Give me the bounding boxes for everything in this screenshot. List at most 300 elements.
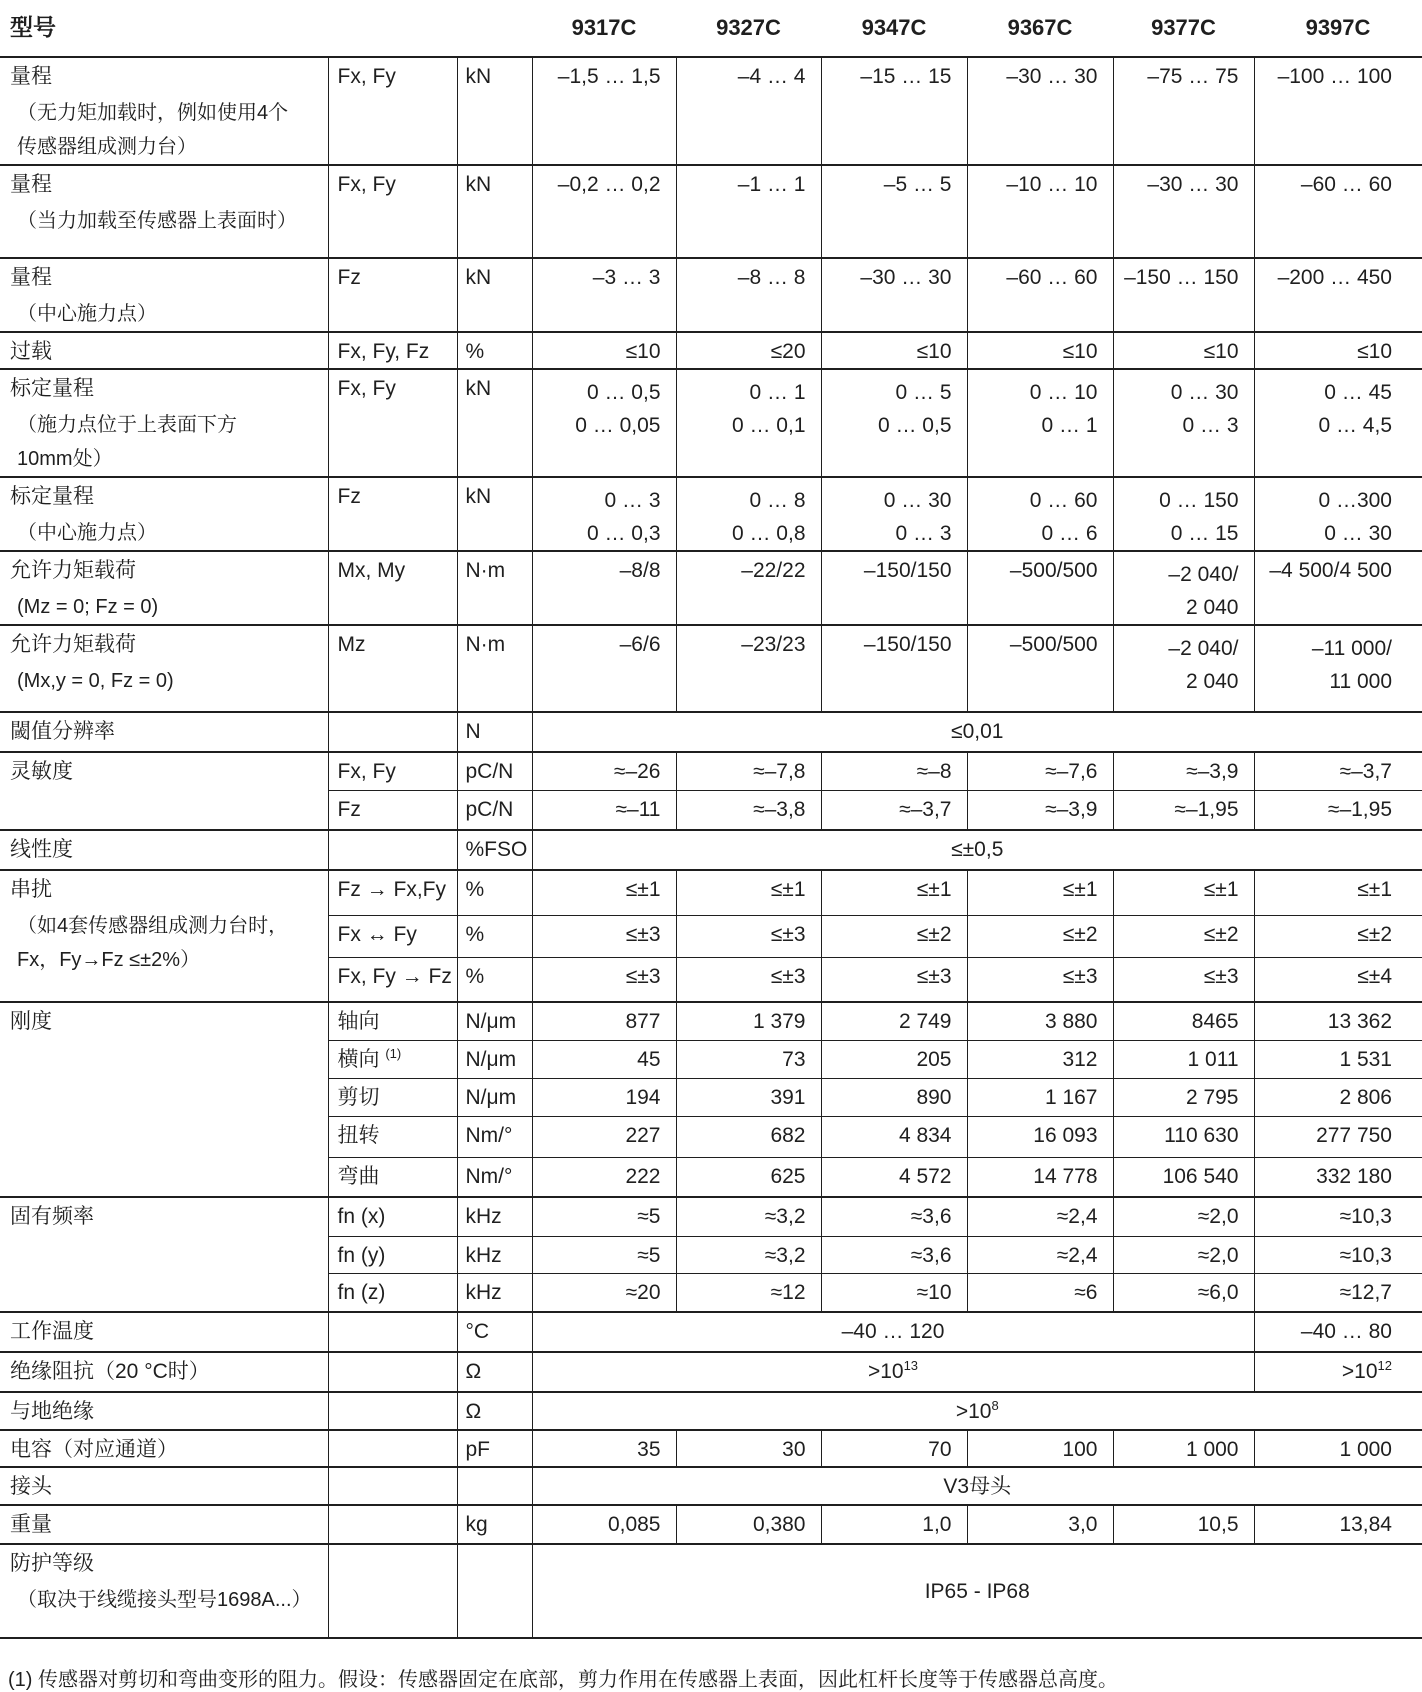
- param-sublabel: （中心施力点）: [17, 522, 157, 544]
- value-cell: –150/150: [821, 551, 967, 625]
- spec-table: [0, 4, 1422, 1639]
- value-cell: ≈–3,7: [821, 790, 967, 830]
- value-cell: 8465: [1113, 1002, 1254, 1040]
- param-unit-cell: kHz: [457, 1236, 532, 1273]
- superscript: 12: [1377, 1358, 1392, 1373]
- value-cell: 4 834: [821, 1116, 967, 1157]
- value-cell: ≤±1: [967, 870, 1113, 915]
- param-unit-cell: %FSO: [457, 830, 532, 870]
- value-cell: ≈–8: [821, 752, 967, 790]
- param-symbol-cell: 剪切: [328, 1078, 457, 1116]
- value-cell: ≈3,6: [821, 1197, 967, 1236]
- value-cell: ≤±4: [1254, 957, 1422, 1002]
- value-cell: ≤±3: [967, 957, 1113, 1002]
- param-label: 灵敏度: [10, 760, 73, 783]
- value-cell: [532, 369, 676, 477]
- value-cell: [967, 477, 1113, 551]
- value-line: 0 … 60: [1029, 489, 1098, 512]
- param-label-cell: [0, 165, 328, 258]
- superscript: (1): [385, 1045, 402, 1061]
- param-unit-cell: pC/N: [457, 790, 532, 830]
- value-cell: ≈–3,9: [967, 790, 1113, 830]
- value-cell-merged: –40 … 120: [532, 1312, 1254, 1352]
- value-cell: ≤±2: [1113, 915, 1254, 957]
- param-label-cell: [0, 1467, 328, 1505]
- value-cell-merged: IP65 - IP68: [532, 1544, 1422, 1638]
- param-label: 防护等级: [10, 1552, 94, 1575]
- value-cell: ≈3,2: [676, 1197, 821, 1236]
- value-line: 0 … 8: [749, 489, 806, 512]
- param-symbol-cell: Fx, Fy: [328, 369, 457, 477]
- value-cell: –10 … 10: [967, 165, 1113, 258]
- value-cell: –1,5 … 1,5: [532, 57, 676, 165]
- param-symbol-cell: Fx, Fy → Fz: [328, 957, 457, 1002]
- param-symbol-cell: 横向 $^{(1)}$: [328, 1040, 457, 1078]
- value-cell: –60 … 60: [1254, 165, 1422, 258]
- param-symbol-cell: [328, 1505, 457, 1544]
- value-cell: –3 … 3: [532, 258, 676, 332]
- param-symbol-cell: [328, 1467, 457, 1505]
- value-cell: ≈6: [967, 1273, 1113, 1312]
- param-symbol-cell: [328, 1352, 457, 1392]
- value-cell: [1113, 551, 1254, 625]
- value-cell: –200 … 450: [1254, 258, 1422, 332]
- value-cell: [1113, 625, 1254, 712]
- spec-row: [0, 752, 1422, 790]
- value-cell: [821, 477, 967, 551]
- value-cell: ≤10: [1254, 332, 1422, 369]
- value-cell: ≈10,3: [1254, 1236, 1422, 1273]
- value-line: 2 040: [1185, 596, 1239, 619]
- spec-row: [0, 1312, 1422, 1352]
- value-cell: –500/500: [967, 551, 1113, 625]
- value-cell: ≈5: [532, 1236, 676, 1273]
- param-label-cell: [0, 830, 328, 870]
- value-line: 11 000: [1329, 670, 1392, 693]
- spec-row: [0, 1002, 1422, 1040]
- param-symbol-cell: Fx, Fy: [328, 752, 457, 790]
- param-label: 标定量程: [10, 377, 94, 400]
- value-cell: ≤±3: [821, 957, 967, 1002]
- param-label: 允许力矩载荷: [10, 559, 136, 582]
- value-cell: –22/22: [676, 551, 821, 625]
- value-cell: ≈–3,7: [1254, 752, 1422, 790]
- value-line: 0 … 3: [895, 522, 952, 545]
- value-cell: ≈3,2: [676, 1236, 821, 1273]
- spec-row: [0, 551, 1422, 625]
- value-cell: ≈10,3: [1254, 1197, 1422, 1236]
- header-symbol-spacer: [328, 4, 457, 57]
- param-unit-cell: kN: [457, 477, 532, 551]
- param-unit-cell: pF: [457, 1430, 532, 1467]
- value-cell: ≤±3: [532, 957, 676, 1002]
- spec-row: [0, 1505, 1422, 1544]
- value-cell: –0,2 … 0,2: [532, 165, 676, 258]
- value-cell: 890: [821, 1078, 967, 1116]
- spec-row: [0, 870, 1422, 915]
- value-cell: 16 093: [967, 1116, 1113, 1157]
- value-line: 0 … 30: [1324, 522, 1392, 545]
- spec-row: [0, 1467, 1422, 1505]
- value-cell: ≤±2: [1254, 915, 1422, 957]
- value-line: 0 … 150: [1159, 489, 1239, 512]
- param-unit-cell: Nm/°: [457, 1157, 532, 1197]
- param-label: 量程: [10, 266, 52, 289]
- value-cell: –6/6: [532, 625, 676, 712]
- value-line: 0 … 0,5: [586, 381, 661, 404]
- param-symbol-cell: [328, 1392, 457, 1430]
- value-line: 0 … 3: [604, 489, 661, 512]
- value-cell: ≈–7,6: [967, 752, 1113, 790]
- model-header-9367c: 9367C: [967, 4, 1113, 57]
- value-cell: ≤10: [821, 332, 967, 369]
- param-unit-cell: Ω: [457, 1392, 532, 1430]
- spec-row: [0, 625, 1422, 712]
- value-cell: ≤10: [967, 332, 1113, 369]
- param-label: 接头: [10, 1475, 52, 1498]
- value-cell: [1254, 477, 1422, 551]
- param-symbol-cell: [328, 1430, 457, 1467]
- param-label: 量程: [10, 173, 52, 196]
- value-cell: 1 167: [967, 1078, 1113, 1116]
- value-cell: ≈–1,95: [1113, 790, 1254, 830]
- value-cell: $>10^{12}$: [1254, 1352, 1422, 1392]
- param-symbol-cell: fn (x): [328, 1197, 457, 1236]
- value-line: 0 … 1: [749, 381, 806, 404]
- param-unit-cell: [457, 1467, 532, 1505]
- value-cell: 222: [532, 1157, 676, 1197]
- param-symbol-cell: 扭转: [328, 1116, 457, 1157]
- value-cell: ≈2,0: [1113, 1236, 1254, 1273]
- param-label-cell: [0, 1352, 328, 1392]
- param-sublabel: 传感器组成测力台）: [17, 136, 197, 158]
- value-cell: [1113, 369, 1254, 477]
- param-unit-cell: [457, 1544, 532, 1638]
- param-label-cell: [0, 332, 328, 369]
- value-cell: 10,5: [1113, 1505, 1254, 1544]
- value-cell: 70: [821, 1430, 967, 1467]
- param-symbol-cell: Fx, Fy: [328, 57, 457, 165]
- value-cell: 3,0: [967, 1505, 1113, 1544]
- value-line: 0 … 0,8: [731, 522, 806, 545]
- value-cell: 100: [967, 1430, 1113, 1467]
- value-cell: ≤±2: [821, 915, 967, 957]
- value-cell: 0,380: [676, 1505, 821, 1544]
- value-cell: 1 379: [676, 1002, 821, 1040]
- spec-row: [0, 165, 1422, 258]
- value-cell: [676, 477, 821, 551]
- param-sublabel: （取决于线缆接头型号1698A...）: [17, 1589, 312, 1611]
- param-symbol-cell: [328, 1312, 457, 1352]
- value-cell: –4 500/4 500: [1254, 551, 1422, 625]
- param-symbol-cell: [328, 830, 457, 870]
- value-cell: ≈12,7: [1254, 1273, 1422, 1312]
- value-cell: –15 … 15: [821, 57, 967, 165]
- value-cell: ≤10: [1113, 332, 1254, 369]
- param-symbol-cell: Fz: [328, 258, 457, 332]
- spec-row: [0, 1430, 1422, 1467]
- value-cell: ≈–26: [532, 752, 676, 790]
- param-label: 串扰: [10, 878, 52, 901]
- param-label: 过载: [10, 340, 52, 363]
- param-unit-cell: kN: [457, 369, 532, 477]
- value-cell: –150/150: [821, 625, 967, 712]
- model-header-row: [0, 4, 1422, 57]
- param-label-cell: [0, 1197, 328, 1312]
- value-cell: ≤±1: [1254, 870, 1422, 915]
- value-cell: –8/8: [532, 551, 676, 625]
- param-unit-cell: pC/N: [457, 752, 532, 790]
- value-cell-merged: ≤±0,5: [532, 830, 1422, 870]
- value-cell: ≈2,0: [1113, 1197, 1254, 1236]
- value-cell: ≤±3: [532, 915, 676, 957]
- value-cell: –60 … 60: [967, 258, 1113, 332]
- value-cell: ≤±3: [1113, 957, 1254, 1002]
- param-label-cell: [0, 57, 328, 165]
- param-unit-cell: Ω: [457, 1352, 532, 1392]
- value-cell: 1,0: [821, 1505, 967, 1544]
- value-cell: ≤10: [532, 332, 676, 369]
- value-cell: 30: [676, 1430, 821, 1467]
- value-cell: 13,84: [1254, 1505, 1422, 1544]
- value-cell: ≈2,4: [967, 1197, 1113, 1236]
- value-cell: –40 … 80: [1254, 1312, 1422, 1352]
- value-cell: [676, 369, 821, 477]
- param-symbol-cell: 弯曲: [328, 1157, 457, 1197]
- value-cell: 2 795: [1113, 1078, 1254, 1116]
- param-label-cell: [0, 1544, 328, 1638]
- value-line: 0 … 6: [1041, 522, 1098, 545]
- value-cell: [532, 477, 676, 551]
- param-label: 閾值分辨率: [10, 720, 115, 743]
- param-sublabel: Fx，Fy→Fz ≤±2%）: [17, 949, 201, 971]
- value-cell: –4 … 4: [676, 57, 821, 165]
- value-cell: ≈6,0: [1113, 1273, 1254, 1312]
- value-line: 0 … 3: [1182, 414, 1239, 437]
- value-cell: ≤±2: [967, 915, 1113, 957]
- value-cell: ≈10: [821, 1273, 967, 1312]
- value-cell-merged: $>10^{13}$: [532, 1352, 1254, 1392]
- param-label: 重量: [10, 1513, 52, 1536]
- spec-row: [0, 57, 1422, 165]
- value-cell: –150 … 150: [1113, 258, 1254, 332]
- param-sublabel: （中心施力点）: [17, 303, 157, 325]
- value-cell: ≤±3: [676, 915, 821, 957]
- model-header-9317c: 9317C: [532, 4, 676, 57]
- value-cell: ≤±1: [821, 870, 967, 915]
- value-cell: 391: [676, 1078, 821, 1116]
- param-label-cell: [0, 1312, 328, 1352]
- value-cell: ≤±3: [676, 957, 821, 1002]
- param-symbol-cell: fn (y): [328, 1236, 457, 1273]
- value-cell: –30 … 30: [821, 258, 967, 332]
- param-label: 线性度: [10, 838, 73, 861]
- value-cell: ≈–11: [532, 790, 676, 830]
- value-cell: ≈5: [532, 1197, 676, 1236]
- param-sublabel: 10mm处）: [17, 448, 113, 470]
- value-cell-merged: $>10^8$: [532, 1392, 1422, 1430]
- value-line: 0 … 10: [1029, 381, 1098, 404]
- param-unit-cell: N: [457, 712, 532, 752]
- param-label-cell: [0, 551, 328, 625]
- value-line: 0 … 30: [1170, 381, 1239, 404]
- param-label-cell: [0, 870, 328, 1002]
- value-cell: 0,085: [532, 1505, 676, 1544]
- param-label: 刚度: [10, 1010, 52, 1033]
- param-label: 工作温度: [10, 1320, 94, 1343]
- value-cell-merged: V3母头: [532, 1467, 1422, 1505]
- param-unit-cell: °C: [457, 1312, 532, 1352]
- param-unit-cell: %: [457, 332, 532, 369]
- param-sublabel: (Mz = 0; Fz = 0): [17, 596, 159, 618]
- param-label-cell: [0, 752, 328, 830]
- value-cell: 625: [676, 1157, 821, 1197]
- spec-row: [0, 1544, 1422, 1638]
- param-symbol-cell: Fx, Fy, Fz: [328, 332, 457, 369]
- param-label-cell: [0, 1392, 328, 1430]
- value-cell: 277 750: [1254, 1116, 1422, 1157]
- value-cell: –75 … 75: [1113, 57, 1254, 165]
- spec-row: [0, 1392, 1422, 1430]
- param-sublabel: （如4套传感器组成测力台时，: [17, 915, 289, 937]
- param-unit-cell: kN: [457, 258, 532, 332]
- value-line: 0 … 0,5: [877, 414, 952, 437]
- value-cell: –100 … 100: [1277, 65, 1392, 88]
- param-label: 允许力矩载荷: [10, 633, 136, 656]
- value-cell: ≤±1: [532, 870, 676, 915]
- value-cell: 682: [676, 1116, 821, 1157]
- value-cell: –30 … 30: [967, 57, 1113, 165]
- value-cell: –30 … 30: [1113, 165, 1254, 258]
- param-unit-cell: %: [457, 957, 532, 1002]
- spec-row: [0, 477, 1422, 551]
- param-symbol-cell: 轴向: [328, 1002, 457, 1040]
- param-unit-cell: kN: [457, 57, 532, 165]
- value-cell: 332 180: [1254, 1157, 1422, 1197]
- value-line: 0 …300: [1318, 489, 1392, 512]
- value-cell: 312: [967, 1040, 1113, 1078]
- param-unit-cell: kHz: [457, 1273, 532, 1312]
- value-line: 0 … 30: [883, 489, 952, 512]
- value-line: 0 … 1: [1041, 414, 1098, 437]
- value-cell: –500/500: [967, 625, 1113, 712]
- param-label: 与地绝缘: [10, 1400, 94, 1423]
- value-cell: ≤±1: [1113, 870, 1254, 915]
- param-symbol-cell: fn (z): [328, 1273, 457, 1312]
- header-unit-spacer: [457, 4, 532, 57]
- param-symbol-cell: Mz: [328, 625, 457, 712]
- value-cell: ≈–7,8: [676, 752, 821, 790]
- param-symbol-cell: Fz: [328, 477, 457, 551]
- value-cell: [1254, 625, 1422, 712]
- value-cell: ≤20: [676, 332, 821, 369]
- value-line: 0 … 45: [1324, 381, 1392, 404]
- value-cell: ≈–1,95: [1254, 790, 1422, 830]
- value-cell: ≈20: [532, 1273, 676, 1312]
- param-symbol-cell: Fx ↔ Fy: [328, 915, 457, 957]
- param-symbol-cell: [328, 712, 457, 752]
- value-line: –2 040/: [1168, 563, 1239, 586]
- param-symbol-cell: Mx, My: [328, 551, 457, 625]
- value-cell: ≈–3,9: [1113, 752, 1254, 790]
- value-cell: 205: [821, 1040, 967, 1078]
- param-unit-cell: kN: [457, 165, 532, 258]
- model-header-9397c: 9397C: [1254, 4, 1422, 57]
- value-cell: 194: [532, 1078, 676, 1116]
- param-sublabel: （施力点位于上表面下方: [17, 414, 237, 436]
- value-cell: ≈12: [676, 1273, 821, 1312]
- param-label-cell: [0, 258, 328, 332]
- value-cell: 73: [676, 1040, 821, 1078]
- value-cell: ≈2,4: [967, 1236, 1113, 1273]
- param-unit-cell: N·m: [457, 551, 532, 625]
- value-cell: –8 … 8: [676, 258, 821, 332]
- value-cell: ≈3,6: [821, 1236, 967, 1273]
- param-sublabel: （无力矩加载时，例如使用4个: [17, 102, 289, 124]
- param-unit-cell: kHz: [457, 1197, 532, 1236]
- param-symbol-cell: Fx, Fy: [328, 165, 457, 258]
- param-symbol-cell: [328, 1544, 457, 1638]
- value-cell: 1 000: [1113, 1430, 1254, 1467]
- value-cell: 110 630: [1113, 1116, 1254, 1157]
- model-header-9377c: 9377C: [1113, 4, 1254, 57]
- value-cell: ≈–3,8: [676, 790, 821, 830]
- spec-row: [0, 1352, 1422, 1392]
- value-line: 0 … 5: [895, 381, 952, 404]
- param-sublabel: (Mx,y = 0, Fz = 0): [17, 670, 174, 692]
- value-cell: 227: [532, 1116, 676, 1157]
- spec-row: [0, 258, 1422, 332]
- value-cell: 45: [532, 1040, 676, 1078]
- value-cell: 877: [532, 1002, 676, 1040]
- value-cell: 2 749: [821, 1002, 967, 1040]
- value-cell: 4 572: [821, 1157, 967, 1197]
- param-unit-cell: N/μm: [457, 1078, 532, 1116]
- spec-row: [0, 369, 1422, 477]
- model-header-9347c: 9347C: [821, 4, 967, 57]
- param-label-cell: [0, 369, 328, 477]
- value-cell: 1 011: [1113, 1040, 1254, 1078]
- value-line: –2 040/: [1168, 637, 1239, 660]
- param-label-cell: [0, 1430, 328, 1467]
- value-cell-merged: ≤0,01: [532, 712, 1422, 752]
- value-cell: 35: [532, 1430, 676, 1467]
- value-line: 2 040: [1185, 670, 1239, 693]
- value-cell: [1254, 369, 1422, 477]
- param-label-cell: [0, 1002, 328, 1197]
- value-cell: ≤±1: [676, 870, 821, 915]
- value-line: –11 000/: [1311, 637, 1392, 660]
- value-cell: 106 540: [1113, 1157, 1254, 1197]
- value-line: 0 … 4,5: [1318, 414, 1392, 437]
- param-label-cell: [0, 712, 328, 752]
- value-cell: –23/23: [676, 625, 821, 712]
- value-line: 0 … 15: [1170, 522, 1239, 545]
- param-label: 量程: [10, 65, 52, 88]
- param-label: 绝缘阻抗（20 °C时）: [10, 1360, 210, 1383]
- value-cell: [1113, 477, 1254, 551]
- param-label-cell: [0, 625, 328, 712]
- param-label: 固有频率: [10, 1205, 94, 1228]
- superscript: 8: [991, 1398, 999, 1413]
- param-label: 电容（对应通道）: [10, 1438, 178, 1461]
- spec-row: [0, 332, 1422, 369]
- param-symbol-cell: Fz → Fx,Fy: [328, 870, 457, 915]
- superscript: 13: [903, 1358, 919, 1373]
- value-cell: 1 531: [1254, 1040, 1422, 1078]
- value-cell: 2 806: [1254, 1078, 1422, 1116]
- param-unit-cell: kg: [457, 1505, 532, 1544]
